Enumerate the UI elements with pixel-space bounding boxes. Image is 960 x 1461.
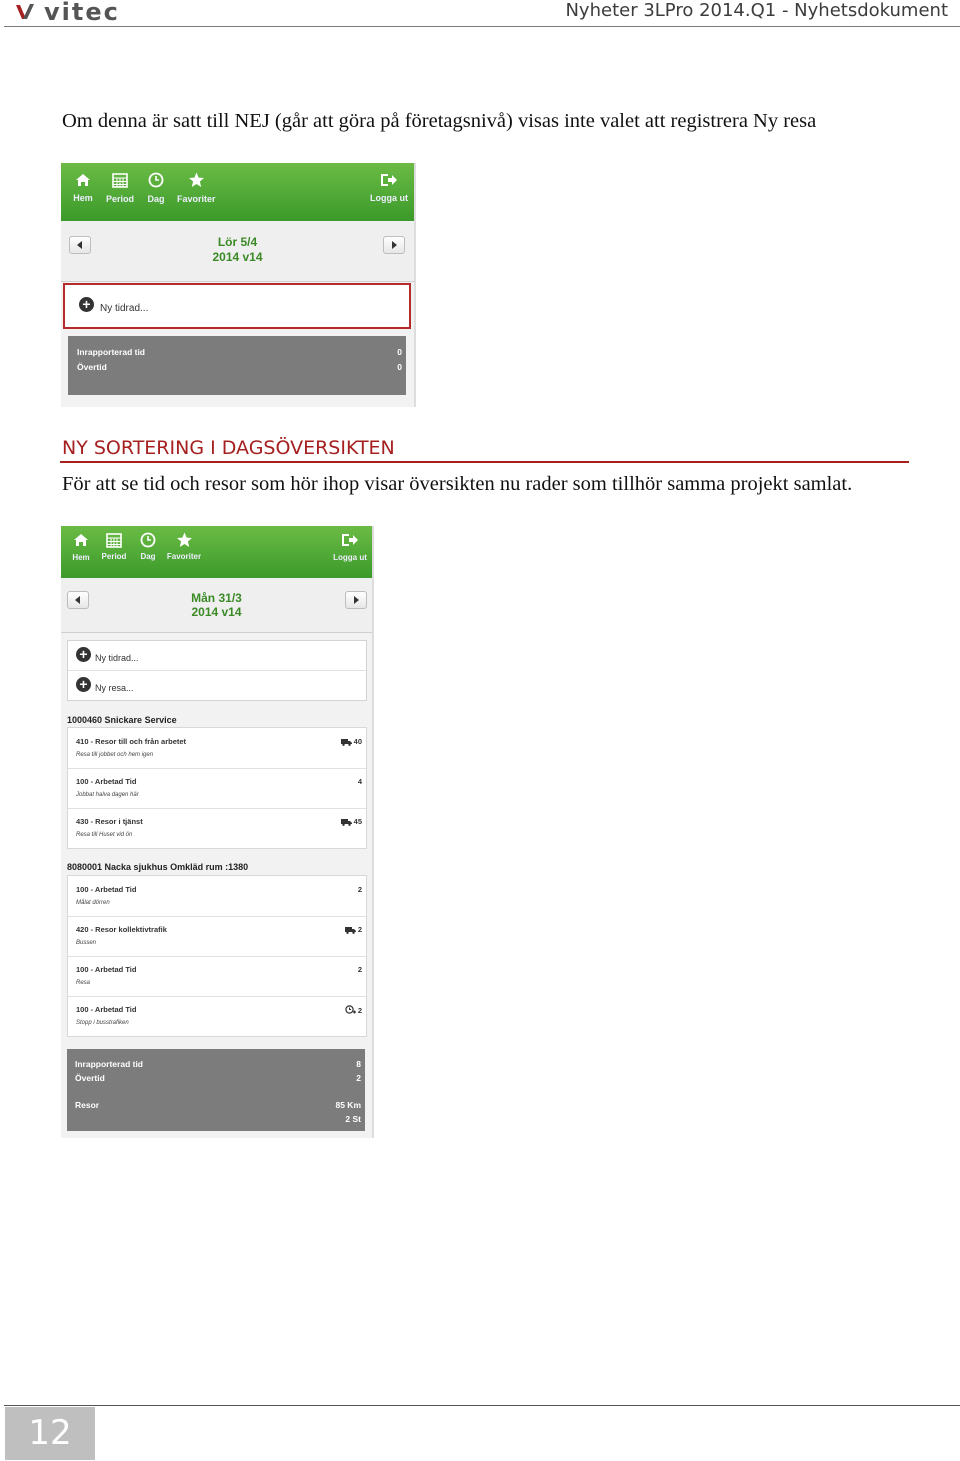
time-entry-row[interactable]	[68, 728, 366, 769]
reported-time-label: Inrapporterad tid	[75, 1059, 144, 1069]
vitec-logo-icon	[14, 2, 36, 22]
nav-period[interactable]	[105, 172, 135, 204]
time-entry-row[interactable]	[68, 876, 366, 917]
project-group-title: 8080001 Nacka sjukhus Omkläd rum :1380	[67, 862, 249, 872]
entry-value-wrap	[358, 885, 362, 894]
entry-title: 100 - Arbetad Tid	[76, 777, 137, 786]
app-screenshot-1	[61, 163, 416, 407]
time-entry-row[interactable]	[68, 956, 366, 997]
next-day-button[interactable]	[383, 236, 405, 254]
project-entries-card	[67, 727, 367, 849]
nav-logout[interactable]	[368, 173, 410, 203]
logo-text: vitec	[44, 0, 120, 26]
entry-value-wrap	[345, 925, 362, 934]
nav-favorites[interactable]	[177, 172, 215, 204]
entry-title: 100 - Arbetad Tid	[76, 965, 137, 974]
new-time-row-label: Ny tidrad...	[100, 303, 149, 314]
overtime-label: Övertid	[75, 1073, 105, 1083]
truck-icon	[341, 738, 352, 746]
section-divider	[60, 461, 909, 463]
nav-period[interactable]	[99, 532, 129, 561]
project-entries-card	[67, 875, 367, 1037]
clock-icon	[140, 532, 156, 548]
new-time-row-label: Ny tidrad...	[95, 653, 139, 663]
entry-value-wrap	[358, 777, 362, 786]
trips-label: Resor	[75, 1100, 100, 1110]
trips-count-value: 2 St	[345, 1114, 361, 1124]
star-icon	[176, 532, 193, 548]
nav-day-label: Dag	[147, 194, 165, 204]
new-trip-label: Ny resa...	[95, 683, 134, 693]
nav-day[interactable]	[143, 172, 169, 204]
entry-title: 100 - Arbetad Tid	[76, 1005, 137, 1014]
nav-period-label: Period	[105, 194, 134, 204]
time-entry-row[interactable]	[68, 768, 366, 809]
star-icon	[188, 172, 205, 188]
project-group-title: 1000460 Snickare Service	[67, 715, 177, 725]
nav-home-label: Hem	[73, 193, 93, 203]
entry-title: 420 - Resor kollektivtrafik	[76, 925, 167, 934]
new-time-row-button[interactable]	[63, 283, 411, 329]
entry-description: Resa till jobbet och hem igen	[76, 752, 154, 758]
nav-day-label: Dag	[140, 552, 156, 561]
entry-description: Jobbat halva dagen här	[76, 792, 139, 798]
nav-logout-label: Logga ut	[370, 193, 408, 203]
reported-time-label: Inrapporterad tid	[77, 347, 146, 357]
entry-value: 2	[357, 965, 362, 974]
nav-home-label: Hem	[72, 553, 90, 562]
calendar-icon	[106, 532, 122, 548]
overtime-value: 0	[397, 362, 402, 372]
nav-favorites[interactable]	[165, 532, 203, 561]
date-label: Lör 5/4	[217, 235, 258, 249]
truck-icon	[341, 818, 352, 826]
entry-title: 430 - Resor i tjänst	[76, 817, 143, 826]
entry-value-wrap	[341, 737, 362, 746]
entry-value-wrap	[358, 965, 362, 974]
entry-value-wrap	[341, 817, 362, 826]
nav-favorites-label: Favoriter	[177, 194, 216, 204]
entry-value-wrap	[345, 1005, 362, 1015]
overtime-value: 2	[356, 1073, 361, 1083]
trips-distance-value: 85 Km	[335, 1100, 361, 1110]
overtime-label: Övertid	[77, 362, 107, 372]
entry-value: 45	[353, 817, 362, 826]
footer-divider	[4, 1405, 960, 1406]
entry-value: 4	[357, 777, 362, 786]
home-icon	[75, 173, 91, 187]
date-bar	[61, 578, 372, 633]
entry-description: Stopp i busstrafiken	[76, 1020, 129, 1026]
week-label: 2014 v14	[191, 605, 242, 619]
logout-icon	[341, 533, 359, 547]
next-day-button[interactable]	[345, 591, 367, 609]
clock-plus-icon	[345, 1005, 356, 1015]
nav-logout[interactable]	[329, 533, 371, 562]
week-label: 2014 v14	[212, 250, 263, 264]
time-entry-row[interactable]	[68, 916, 366, 957]
calendar-icon	[112, 172, 128, 188]
entry-value: 2	[357, 925, 362, 934]
date-label: Mån 31/3	[191, 591, 242, 605]
header-divider	[4, 26, 960, 27]
new-trip-button[interactable]	[68, 671, 366, 700]
nav-home[interactable]	[69, 173, 97, 203]
nav-home[interactable]	[67, 533, 95, 562]
reported-time-value: 8	[356, 1059, 361, 1069]
entry-value: 2	[357, 1005, 362, 1015]
app-screenshot-2	[61, 526, 374, 1138]
intro-paragraph: Om denna är satt till NEJ (går att göra på företagsnivå) visas inte valet att registrera Ny resa	[62, 110, 817, 132]
section-paragraph: För att se tid och resor som hör ihop visar översikten nu rader som tillhör samma projekt samlat.	[62, 473, 853, 495]
entry-title: 100 - Arbetad Tid	[76, 885, 137, 894]
nav-day[interactable]	[135, 532, 161, 561]
home-icon	[73, 533, 89, 547]
entry-description: Bussen	[76, 940, 97, 946]
logout-icon	[380, 173, 398, 187]
summary-panel	[68, 336, 406, 395]
truck-icon	[345, 926, 356, 934]
nav-period-label: Period	[101, 552, 127, 561]
entry-description: Resa	[76, 980, 91, 986]
new-time-row-button[interactable]	[68, 641, 366, 671]
document-title: Nyheter 3LPro 2014.Q1 - Nyhetsdokument	[565, 0, 948, 21]
page-header	[0, 0, 960, 28]
entry-description: Målat dörren	[76, 900, 110, 906]
app-navbar	[61, 163, 414, 221]
entry-title: 410 - Resor till och från arbetet	[76, 737, 187, 746]
entry-value: 2	[357, 885, 362, 894]
page-number: 12	[5, 1407, 95, 1460]
nav-logout-label: Logga ut	[333, 553, 367, 562]
entry-description: Resa till Huset vid ön	[76, 832, 133, 838]
plus-icon: +	[79, 297, 94, 312]
date-bar	[61, 221, 414, 282]
summary-panel	[67, 1049, 365, 1131]
reported-time-value: 0	[397, 347, 402, 357]
nav-favorites-label: Favoriter	[166, 552, 202, 561]
time-entry-row[interactable]	[68, 808, 366, 848]
section-heading: NY SORTERING I DAGSÖVERSIKTEN	[62, 437, 395, 459]
time-entry-row[interactable]	[68, 996, 366, 1036]
new-rows-card	[67, 640, 367, 701]
entry-value: 40	[353, 737, 362, 746]
vitec-logo	[14, 0, 120, 26]
app-navbar	[61, 526, 372, 578]
clock-icon	[148, 172, 164, 188]
plus-icon: +	[76, 647, 91, 662]
plus-icon: +	[76, 677, 91, 692]
